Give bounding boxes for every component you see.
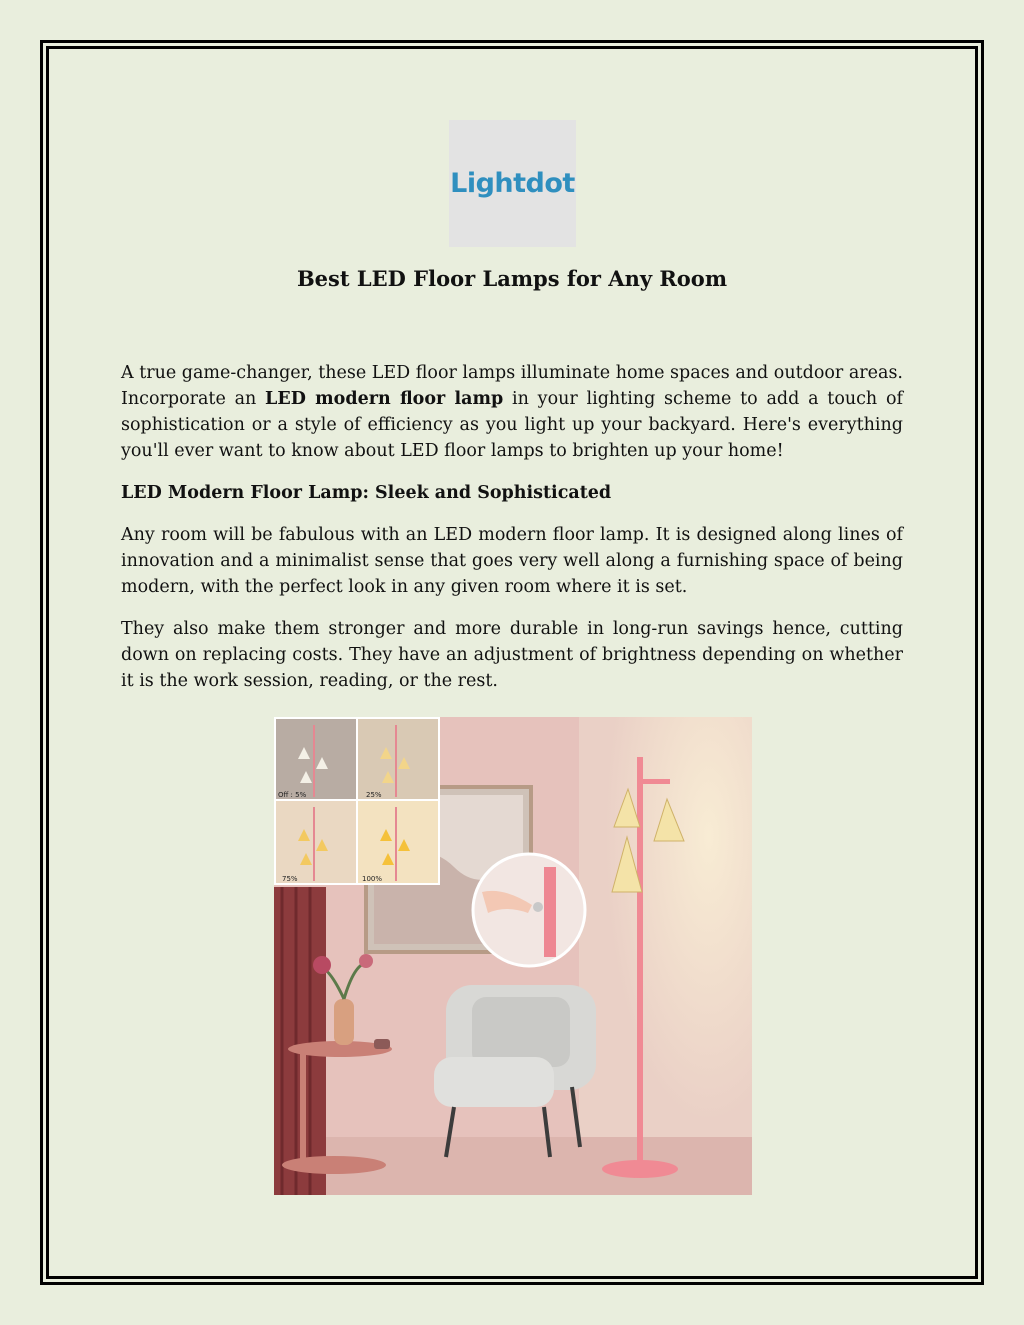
- page-title: Best LED Floor Lamps for Any Room: [296, 266, 728, 291]
- brightness-label-100: 100%: [362, 875, 383, 883]
- logo-text: Lightdot: [450, 168, 575, 199]
- lit-wall: [579, 717, 752, 1195]
- product-link-text: LED modern floor lamp: [265, 389, 504, 409]
- article-body: [121, 360, 903, 710]
- paragraph-design: Any room will be fabulous with an LED modern floor lamp. It is designed along lines of innovation and a minimalist sense that goes very well along a furnishing space of being modern, with the perfect look in any given room where it is set.: [121, 525, 903, 597]
- section-heading: LED Modern Floor Lamp: Sleek and Sophisticated: [121, 483, 612, 503]
- intro-paragraph: A true game-changer, these LED floor lamps illuminate home spaces and outdoor areas. Incorporate an LED modern floor lamp in your lighting scheme to add a touch of sophistication or a style of efficiency as you light up your backyard. Here's everything you'll ever want to know about LED floor lamps to brighten up your home!: [121, 363, 903, 461]
- lightdot-logo: [449, 120, 576, 247]
- paragraph-durability: They also make them stronger and more durable in long-run savings hence, cutting down on replacing costs. They have an adjustment of brightness depending on whether it is the work session, reading, or the rest.: [121, 619, 903, 691]
- brightness-grid: [274, 717, 440, 885]
- brightness-label-5: Off : 5%: [278, 791, 307, 799]
- brightness-label-75: 75%: [282, 875, 298, 883]
- floor-lamp-product-photo: [274, 717, 752, 1195]
- brightness-label-25: 25%: [366, 791, 382, 799]
